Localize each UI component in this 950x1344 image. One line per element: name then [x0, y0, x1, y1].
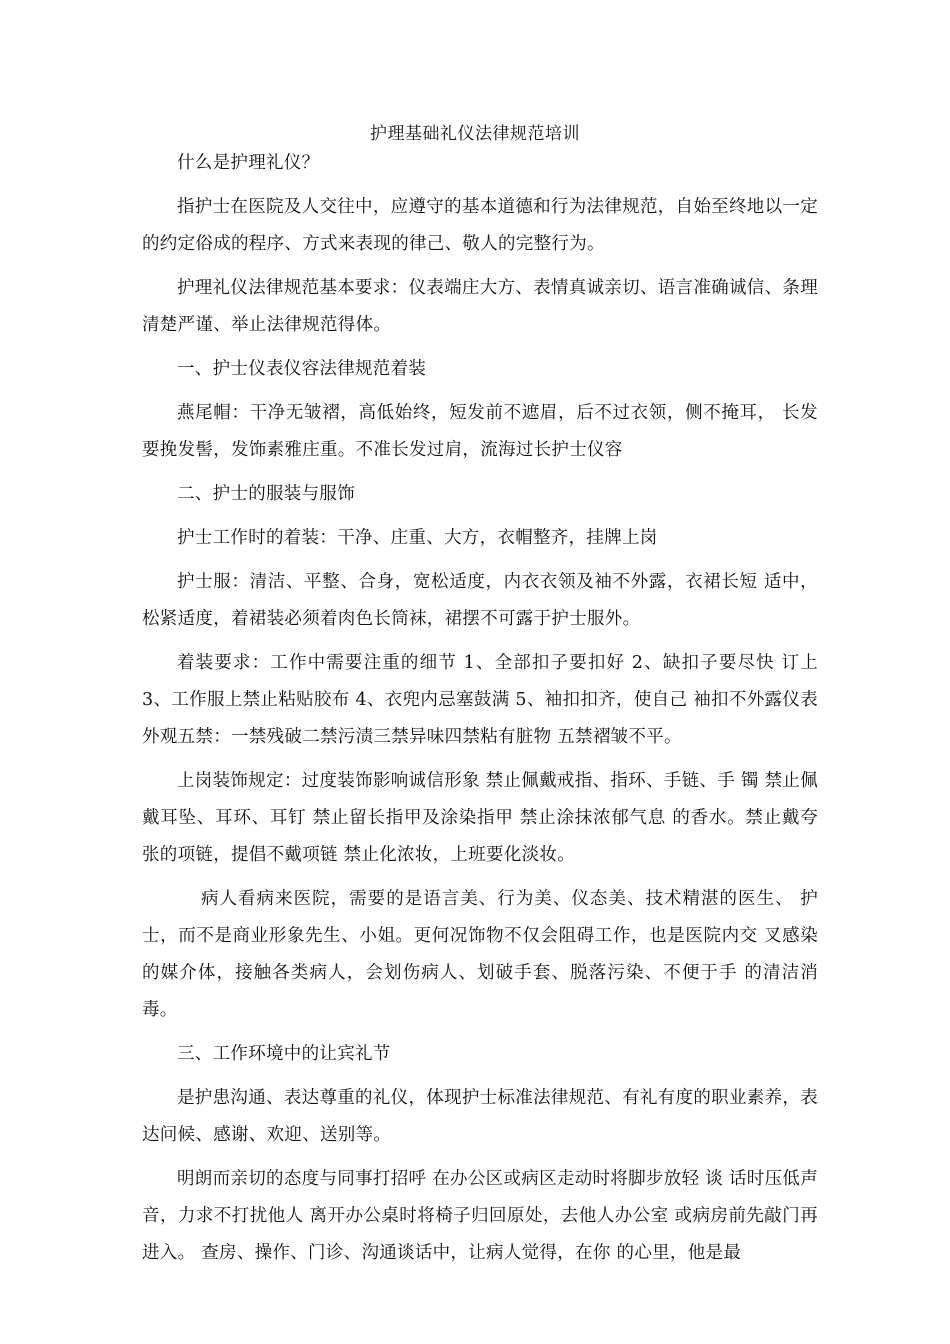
- work-attire-paragraph: 护士工作时的着装：干净、庄重、大方，衣帽整齐，挂牌上岗: [177, 528, 658, 548]
- courtesy-purpose-paragraph: 是护患沟通、表达尊重的礼仪，体现护士标准法律规范、有礼有度的职业素养，表达问候、感谢、欢迎、送别等。: [142, 1088, 818, 1145]
- definition-paragraph: 指护士在医院及人交往中，应遵守的基本道德和行为法律规范，自始至终地以一定的约定俗成的程序、方式来表现的律己、敬人的完整行为。: [142, 197, 818, 254]
- question-heading: 什么是护理礼仪？: [177, 153, 320, 173]
- nurse-uniform-paragraph: 护士服：清洁、平整、合身，宽松适度，内衣衣领及袖不外露，衣裙长短 适中，松紧适度，着裙装必须着肉色长筒袜，裙摆不可露于护士服外。: [142, 572, 818, 629]
- workplace-conduct-paragraph: 明朗而亲切的态度与同事打招呼 在办公区或病区走动时将脚步放轻 谈 话时压低声音，力求不打扰他人 离开办公桌时将椅子归回原处，去他人办公室 或病房前先敲门再进入。 查房、操作、门诊、沟通谈话中，让病人觉得，在你 的心里，他是最: [142, 1169, 818, 1263]
- section-heading-1: 一、护士仪表仪容法律规范着装: [177, 359, 427, 379]
- accessory-rules-paragraph: 上岗装饰规定：过度装饰影响诚信形象 禁止佩戴戒指、指环、手链、手 镯 禁止佩戴耳坠、耳环、耳钉 禁止留长指甲及涂染指甲 禁止涂抹浓郁气息 的香水。禁止戴夸张的项链，提倡不戴项链 禁止化浓妆，上班要化淡妆。: [142, 771, 818, 865]
- document-title: 护理基础礼仪法律规范培训: [370, 124, 580, 144]
- document-body: [142, 145, 818, 1272]
- section-heading-2: 二、护士的服装与服饰: [177, 484, 355, 504]
- nurse-cap-paragraph: 燕尾帽：干净无皱褶，高低始终，短发前不遮眉，后不过衣领，侧不掩耳， 长发要挽发髻，发饰素雅庄重。不准长发过肩，流海过长护士仪容: [142, 403, 818, 460]
- dress-requirements-paragraph: 着装要求：工作中需要注重的细节 1、全部扣子要扣好 2、缺扣子要尽快 订上 3、工作服上禁止粘贴胶布 4、衣兜内忌塞鼓满 5、袖扣扣齐，使自己 袖扣不外露仪表外观五禁：一禁残破二禁污渍三禁异味四禁粘有脏物 五禁褶皱不平。: [142, 653, 818, 747]
- patient-expectation-paragraph: 病人看病来医院，需要的是语言美、行为美、仪态美、技术精湛的医生、 护士，而不是商业形象先生、小姐。更何况饰物不仅会阻碍工作，也是医院内交 叉感染的媒介体，接触各类病人，会划伤病人、划破手套、脱落污染、不便于手 的清洁消毒。: [142, 889, 818, 1020]
- requirements-paragraph: 护理礼仪法律规范基本要求：仪表端庄大方、表情真诚亲切、语言准确诚信、条理清楚严谨、举止法律规范得体。: [142, 278, 818, 335]
- section-heading-3: 三、工作环境中的让宾礼节: [177, 1044, 391, 1064]
